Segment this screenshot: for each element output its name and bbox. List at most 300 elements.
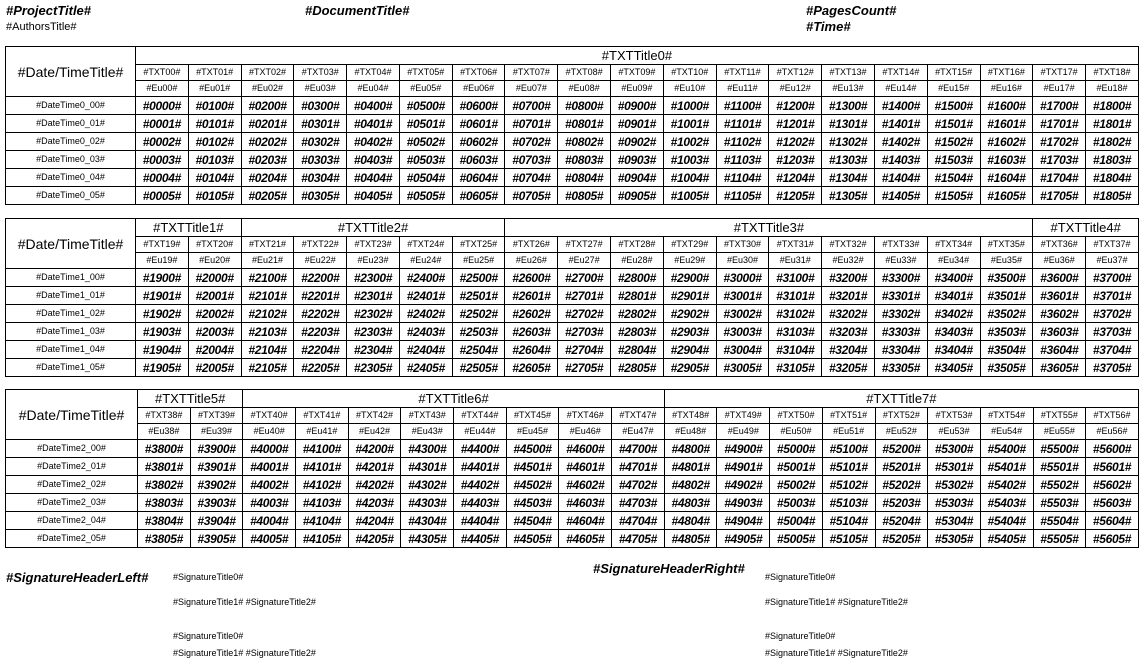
table-cell: #0200# bbox=[241, 97, 294, 115]
column-tag: #TXT20# bbox=[188, 237, 241, 253]
table-cell: #4000# bbox=[243, 440, 296, 458]
column-tag: #TXT10# bbox=[663, 65, 716, 81]
column-tag: #TXT02# bbox=[241, 65, 294, 81]
table-cell: #2602# bbox=[505, 305, 558, 323]
column-unit: #Eu53# bbox=[928, 424, 981, 440]
table-cell: #0202# bbox=[241, 133, 294, 151]
column-tag: #TXT06# bbox=[452, 65, 505, 81]
table-cell: #0100# bbox=[188, 97, 241, 115]
table-cell: #2105# bbox=[241, 359, 294, 377]
table-cell: #4400# bbox=[454, 440, 507, 458]
date-time-title: #Date/TimeTitle# bbox=[6, 390, 138, 440]
table-cell: #4002# bbox=[243, 476, 296, 494]
row-datetime-label: #DateTime2_00# bbox=[6, 440, 138, 458]
table-cell: #2601# bbox=[505, 287, 558, 305]
table-cell: #3704# bbox=[1086, 341, 1139, 359]
table-cell: #4403# bbox=[454, 494, 507, 512]
column-tag: #TXT24# bbox=[399, 237, 452, 253]
table-cell: #4800# bbox=[664, 440, 717, 458]
column-tag: #TXT47# bbox=[612, 408, 665, 424]
table-cell: #5503# bbox=[1033, 494, 1086, 512]
table-cell: #4804# bbox=[664, 512, 717, 530]
column-tag: #TXT03# bbox=[294, 65, 347, 81]
table-cell: #0805# bbox=[558, 187, 611, 205]
table-cell: #3600# bbox=[1033, 269, 1086, 287]
column-tag: #TXT17# bbox=[1033, 65, 1086, 81]
table-cell: #3002# bbox=[716, 305, 769, 323]
table-cell: #3404# bbox=[927, 341, 980, 359]
table-cell: #5302# bbox=[928, 476, 981, 494]
table-cell: #0501# bbox=[399, 115, 452, 133]
table-cell: #0801# bbox=[558, 115, 611, 133]
table-cell: #3602# bbox=[1033, 305, 1086, 323]
table-cell: #3703# bbox=[1086, 323, 1139, 341]
column-unit: #Eu05# bbox=[399, 81, 452, 97]
column-tag: #TXT13# bbox=[822, 65, 875, 81]
table-row bbox=[6, 359, 1139, 377]
column-unit: #Eu33# bbox=[874, 253, 927, 269]
table-cell: #4705# bbox=[612, 530, 665, 548]
column-unit: #Eu48# bbox=[664, 424, 717, 440]
table-cell: #0104# bbox=[188, 169, 241, 187]
table-cell: #2704# bbox=[558, 341, 611, 359]
table-cell: #5203# bbox=[875, 494, 928, 512]
column-tag: #TXT27# bbox=[558, 237, 611, 253]
table-cell: #4101# bbox=[296, 458, 349, 476]
column-tag: #TXT45# bbox=[506, 408, 559, 424]
table-cell: #0904# bbox=[611, 169, 664, 187]
column-unit: #Eu52# bbox=[875, 424, 928, 440]
table-cell: #5201# bbox=[875, 458, 928, 476]
table-cell: #5103# bbox=[822, 494, 875, 512]
table-cell: #0502# bbox=[399, 133, 452, 151]
column-unit: #Eu55# bbox=[1033, 424, 1086, 440]
row-datetime-label: #DateTime2_03# bbox=[6, 494, 138, 512]
table-cell: #3402# bbox=[927, 305, 980, 323]
column-tag: #TXT26# bbox=[505, 237, 558, 253]
table-cell: #2301# bbox=[347, 287, 400, 305]
table-cell: #5205# bbox=[875, 530, 928, 548]
table-cell: #3603# bbox=[1033, 323, 1086, 341]
table-cell: #3401# bbox=[927, 287, 980, 305]
date-time-title: #Date/TimeTitle# bbox=[6, 219, 136, 269]
signature-right-2-title12: #SignatureTitle1# #SignatureTitle2# bbox=[765, 648, 908, 658]
column-unit: #Eu38# bbox=[138, 424, 191, 440]
table-cell: #1203# bbox=[769, 151, 822, 169]
table-cell: #5202# bbox=[875, 476, 928, 494]
table-cell: #2701# bbox=[558, 287, 611, 305]
column-tag: #TXT23# bbox=[347, 237, 400, 253]
table-cell: #3003# bbox=[716, 323, 769, 341]
column-unit: #Eu27# bbox=[558, 253, 611, 269]
table-row bbox=[6, 458, 1139, 476]
table-cell: #5402# bbox=[980, 476, 1033, 494]
column-unit: #Eu00# bbox=[136, 81, 189, 97]
column-unit: #Eu01# bbox=[188, 81, 241, 97]
table-row bbox=[6, 341, 1139, 359]
table-cell: #2905# bbox=[663, 359, 716, 377]
table-cell: #3804# bbox=[138, 512, 191, 530]
table-cell: #2205# bbox=[294, 359, 347, 377]
column-tag: #TXT22# bbox=[294, 237, 347, 253]
column-tag: #TXT30# bbox=[716, 237, 769, 253]
column-unit: #Eu40# bbox=[243, 424, 296, 440]
table-cell: #1102# bbox=[716, 133, 769, 151]
table-cell: #1404# bbox=[874, 169, 927, 187]
column-tag: #TXT52# bbox=[875, 408, 928, 424]
table-cell: #4203# bbox=[348, 494, 401, 512]
table-cell: #3004# bbox=[716, 341, 769, 359]
table-cell: #0603# bbox=[452, 151, 505, 169]
table-cell: #3900# bbox=[190, 440, 243, 458]
table-cell: #1205# bbox=[769, 187, 822, 205]
table-cell: #3604# bbox=[1033, 341, 1086, 359]
table-cell: #1905# bbox=[136, 359, 189, 377]
table-cell: #0903# bbox=[611, 151, 664, 169]
data-table-1 bbox=[5, 218, 1139, 377]
table-cell: #2900# bbox=[663, 269, 716, 287]
table-cell: #3103# bbox=[769, 323, 822, 341]
table-cell: #3000# bbox=[716, 269, 769, 287]
table-cell: #1901# bbox=[136, 287, 189, 305]
table-row bbox=[6, 323, 1139, 341]
table-cell: #1502# bbox=[927, 133, 980, 151]
row-datetime-label: #DateTime0_03# bbox=[6, 151, 136, 169]
table-row bbox=[6, 187, 1139, 205]
table-cell: #0902# bbox=[611, 133, 664, 151]
column-unit: #Eu10# bbox=[663, 81, 716, 97]
table-cell: #0803# bbox=[558, 151, 611, 169]
table-cell: #4005# bbox=[243, 530, 296, 548]
group-title: #TXTTitle4# bbox=[1033, 219, 1139, 237]
table-cell: #3803# bbox=[138, 494, 191, 512]
column-tag: #TXT12# bbox=[769, 65, 822, 81]
table-cell: #0600# bbox=[452, 97, 505, 115]
table-cell: #1105# bbox=[716, 187, 769, 205]
table-cell: #5401# bbox=[980, 458, 1033, 476]
group-title: #TXTTitle3# bbox=[505, 219, 1033, 237]
column-tag: #TXT04# bbox=[347, 65, 400, 81]
table-cell: #5605# bbox=[1086, 530, 1139, 548]
table-cell: #4802# bbox=[664, 476, 717, 494]
table-cell: #3700# bbox=[1086, 269, 1139, 287]
column-tag: #TXT46# bbox=[559, 408, 612, 424]
table-cell: #4100# bbox=[296, 440, 349, 458]
table-cell: #4805# bbox=[664, 530, 717, 548]
table-cell: #0802# bbox=[558, 133, 611, 151]
table-cell: #4801# bbox=[664, 458, 717, 476]
table-cell: #2001# bbox=[188, 287, 241, 305]
column-unit: #Eu03# bbox=[294, 81, 347, 97]
column-tag: #TXT05# bbox=[399, 65, 452, 81]
table-cell: #2405# bbox=[399, 359, 452, 377]
table-cell: #0901# bbox=[611, 115, 664, 133]
column-unit: #Eu54# bbox=[980, 424, 1033, 440]
table-cell: #1403# bbox=[874, 151, 927, 169]
table-cell: #3503# bbox=[980, 323, 1033, 341]
table-cell: #3201# bbox=[822, 287, 875, 305]
group-title: #TXTTitle1# bbox=[136, 219, 242, 237]
table-cell: #0101# bbox=[188, 115, 241, 133]
column-tag: #TXT21# bbox=[241, 237, 294, 253]
table-cell: #1802# bbox=[1086, 133, 1139, 151]
table-cell: #5500# bbox=[1033, 440, 1086, 458]
table-row bbox=[6, 97, 1139, 115]
table-cell: #3405# bbox=[927, 359, 980, 377]
table-cell: #1803# bbox=[1086, 151, 1139, 169]
table-cell: #5104# bbox=[822, 512, 875, 530]
column-tag: #TXT51# bbox=[822, 408, 875, 424]
column-unit: #Eu47# bbox=[612, 424, 665, 440]
table-cell: #2603# bbox=[505, 323, 558, 341]
table-cell: #5001# bbox=[770, 458, 823, 476]
table-cell: #1000# bbox=[663, 97, 716, 115]
table-cell: #5102# bbox=[822, 476, 875, 494]
table-cell: #0705# bbox=[505, 187, 558, 205]
group-title: #TXTTitle2# bbox=[241, 219, 505, 237]
table-cell: #1300# bbox=[822, 97, 875, 115]
table-cell: #3504# bbox=[980, 341, 1033, 359]
table-cell: #3300# bbox=[874, 269, 927, 287]
table-cell: #2804# bbox=[611, 341, 664, 359]
table-cell: #5101# bbox=[822, 458, 875, 476]
table-cell: #4105# bbox=[296, 530, 349, 548]
table-cell: #1305# bbox=[822, 187, 875, 205]
table-cell: #1700# bbox=[1033, 97, 1086, 115]
table-cell: #4602# bbox=[559, 476, 612, 494]
column-tag: #TXT44# bbox=[454, 408, 507, 424]
row-datetime-label: #DateTime2_02# bbox=[6, 476, 138, 494]
table-cell: #3001# bbox=[716, 287, 769, 305]
table-cell: #2403# bbox=[399, 323, 452, 341]
table-cell: #1701# bbox=[1033, 115, 1086, 133]
table-cell: #2100# bbox=[241, 269, 294, 287]
table-cell: #2902# bbox=[663, 305, 716, 323]
column-unit: #Eu22# bbox=[294, 253, 347, 269]
column-tag: #TXT53# bbox=[928, 408, 981, 424]
table-cell: #3302# bbox=[874, 305, 927, 323]
table-cell: #4604# bbox=[559, 512, 612, 530]
table-cell: #5603# bbox=[1086, 494, 1139, 512]
table-cell: #3202# bbox=[822, 305, 875, 323]
signature-left-1-title12: #SignatureTitle1# #SignatureTitle2# bbox=[173, 597, 316, 607]
table-cell: #0002# bbox=[136, 133, 189, 151]
data-table-2 bbox=[5, 389, 1139, 548]
table-cell: #2802# bbox=[611, 305, 664, 323]
table-cell: #1605# bbox=[980, 187, 1033, 205]
table-cell: #0204# bbox=[241, 169, 294, 187]
table-cell: #2103# bbox=[241, 323, 294, 341]
column-unit: #Eu08# bbox=[558, 81, 611, 97]
table-cell: #0000# bbox=[136, 97, 189, 115]
column-unit: #Eu25# bbox=[452, 253, 505, 269]
table-cell: #0505# bbox=[399, 187, 452, 205]
table-cell: #3701# bbox=[1086, 287, 1139, 305]
column-unit: #Eu43# bbox=[401, 424, 454, 440]
column-unit: #Eu30# bbox=[716, 253, 769, 269]
pages-count: #PagesCount# bbox=[806, 3, 897, 18]
table-cell: #3304# bbox=[874, 341, 927, 359]
table-cell: #5600# bbox=[1086, 440, 1139, 458]
table-cell: #0302# bbox=[294, 133, 347, 151]
table-cell: #2401# bbox=[399, 287, 452, 305]
column-unit: #Eu04# bbox=[347, 81, 400, 97]
column-tag: #TXT55# bbox=[1033, 408, 1086, 424]
table-cell: #4405# bbox=[454, 530, 507, 548]
column-unit: #Eu09# bbox=[611, 81, 664, 97]
column-unit: #Eu29# bbox=[663, 253, 716, 269]
table-cell: #0001# bbox=[136, 115, 189, 133]
row-datetime-label: #DateTime1_04# bbox=[6, 341, 136, 359]
table-cell: #4302# bbox=[401, 476, 454, 494]
table-row bbox=[6, 494, 1139, 512]
table-cell: #3902# bbox=[190, 476, 243, 494]
table-cell: #0701# bbox=[505, 115, 558, 133]
table-cell: #2904# bbox=[663, 341, 716, 359]
table-cell: #0702# bbox=[505, 133, 558, 151]
table-cell: #3200# bbox=[822, 269, 875, 287]
table-cell: #4200# bbox=[348, 440, 401, 458]
table-cell: #0800# bbox=[558, 97, 611, 115]
table-cell: #1104# bbox=[716, 169, 769, 187]
table-cell: #0905# bbox=[611, 187, 664, 205]
column-unit: #Eu56# bbox=[1086, 424, 1139, 440]
table-cell: #4703# bbox=[612, 494, 665, 512]
table-cell: #5200# bbox=[875, 440, 928, 458]
table-cell: #2304# bbox=[347, 341, 400, 359]
column-unit: #Eu19# bbox=[136, 253, 189, 269]
table-cell: #0300# bbox=[294, 97, 347, 115]
table-cell: #1804# bbox=[1086, 169, 1139, 187]
table-cell: #3305# bbox=[874, 359, 927, 377]
table-cell: #3502# bbox=[980, 305, 1033, 323]
table-cell: #2002# bbox=[188, 305, 241, 323]
table-row bbox=[6, 133, 1139, 151]
table-cell: #4404# bbox=[454, 512, 507, 530]
table-cell: #2104# bbox=[241, 341, 294, 359]
table-cell: #2300# bbox=[347, 269, 400, 287]
column-unit: #Eu15# bbox=[927, 81, 980, 97]
table-cell: #1800# bbox=[1086, 97, 1139, 115]
table-cell: #1005# bbox=[663, 187, 716, 205]
table-cell: #4904# bbox=[717, 512, 770, 530]
column-unit: #Eu11# bbox=[716, 81, 769, 97]
table-cell: #1503# bbox=[927, 151, 980, 169]
table-cell: #1600# bbox=[980, 97, 1033, 115]
table-cell: #5602# bbox=[1086, 476, 1139, 494]
table-cell: #3905# bbox=[190, 530, 243, 548]
group-title: #TXTTitle6# bbox=[243, 390, 664, 408]
signature-left-2-title12: #SignatureTitle1# #SignatureTitle2# bbox=[173, 648, 316, 658]
table-cell: #2503# bbox=[452, 323, 505, 341]
data-table-0 bbox=[5, 46, 1139, 205]
table-cell: #1201# bbox=[769, 115, 822, 133]
table-cell: #1500# bbox=[927, 97, 980, 115]
table-cell: #3102# bbox=[769, 305, 822, 323]
table-cell: #3800# bbox=[138, 440, 191, 458]
column-unit: #Eu37# bbox=[1086, 253, 1139, 269]
column-unit: #Eu42# bbox=[348, 424, 401, 440]
table-cell: #2500# bbox=[452, 269, 505, 287]
table-cell: #0405# bbox=[347, 187, 400, 205]
table-cell: #4104# bbox=[296, 512, 349, 530]
table-cell: #4004# bbox=[243, 512, 296, 530]
table-cell: #0400# bbox=[347, 97, 400, 115]
table-cell: #0500# bbox=[399, 97, 452, 115]
table-cell: #3400# bbox=[927, 269, 980, 287]
table-cell: #0900# bbox=[611, 97, 664, 115]
table-cell: #3203# bbox=[822, 323, 875, 341]
table-cell: #4001# bbox=[243, 458, 296, 476]
column-tag: #TXT09# bbox=[611, 65, 664, 81]
table-cell: #0103# bbox=[188, 151, 241, 169]
column-unit: #Eu45# bbox=[506, 424, 559, 440]
table-cell: #2101# bbox=[241, 287, 294, 305]
column-unit: #Eu02# bbox=[241, 81, 294, 97]
table-row bbox=[6, 169, 1139, 187]
table-cell: #2604# bbox=[505, 341, 558, 359]
table-cell: #1303# bbox=[822, 151, 875, 169]
column-unit: #Eu46# bbox=[559, 424, 612, 440]
table-cell: #2201# bbox=[294, 287, 347, 305]
table-cell: #3101# bbox=[769, 287, 822, 305]
table-cell: #0604# bbox=[452, 169, 505, 187]
table-cell: #1002# bbox=[663, 133, 716, 151]
table-cell: #2605# bbox=[505, 359, 558, 377]
column-unit: #Eu32# bbox=[822, 253, 875, 269]
table-cell: #5604# bbox=[1086, 512, 1139, 530]
table-cell: #0102# bbox=[188, 133, 241, 151]
table-row bbox=[6, 305, 1139, 323]
table-cell: #1101# bbox=[716, 115, 769, 133]
table-cell: #3204# bbox=[822, 341, 875, 359]
column-unit: #Eu14# bbox=[874, 81, 927, 97]
table-cell: #2400# bbox=[399, 269, 452, 287]
column-unit: #Eu24# bbox=[399, 253, 452, 269]
table-cell: #5501# bbox=[1033, 458, 1086, 476]
table-cell: #4503# bbox=[506, 494, 559, 512]
table-cell: #1903# bbox=[136, 323, 189, 341]
table-cell: #2803# bbox=[611, 323, 664, 341]
column-tag: #TXT07# bbox=[505, 65, 558, 81]
table-cell: #2005# bbox=[188, 359, 241, 377]
table-cell: #0703# bbox=[505, 151, 558, 169]
table-cell: #0203# bbox=[241, 151, 294, 169]
table-row bbox=[6, 476, 1139, 494]
column-tag: #TXT34# bbox=[927, 237, 980, 253]
column-tag: #TXT48# bbox=[664, 408, 717, 424]
table-row bbox=[6, 287, 1139, 305]
table-cell: #3104# bbox=[769, 341, 822, 359]
signature-right-2-title0: #SignatureTitle0# bbox=[765, 631, 836, 641]
table-cell: #5504# bbox=[1033, 512, 1086, 530]
table-cell: #2901# bbox=[663, 287, 716, 305]
table-cell: #1501# bbox=[927, 115, 980, 133]
column-unit: #Eu41# bbox=[296, 424, 349, 440]
table-cell: #4204# bbox=[348, 512, 401, 530]
table-cell: #4605# bbox=[559, 530, 612, 548]
table-cell: #2805# bbox=[611, 359, 664, 377]
column-tag: #TXT36# bbox=[1033, 237, 1086, 253]
column-tag: #TXT39# bbox=[190, 408, 243, 424]
table-cell: #1100# bbox=[716, 97, 769, 115]
table-cell: #4103# bbox=[296, 494, 349, 512]
table-cell: #4701# bbox=[612, 458, 665, 476]
table-cell: #1200# bbox=[769, 97, 822, 115]
table-cell: #4905# bbox=[717, 530, 770, 548]
table-cell: #5502# bbox=[1033, 476, 1086, 494]
row-datetime-label: #DateTime2_04# bbox=[6, 512, 138, 530]
